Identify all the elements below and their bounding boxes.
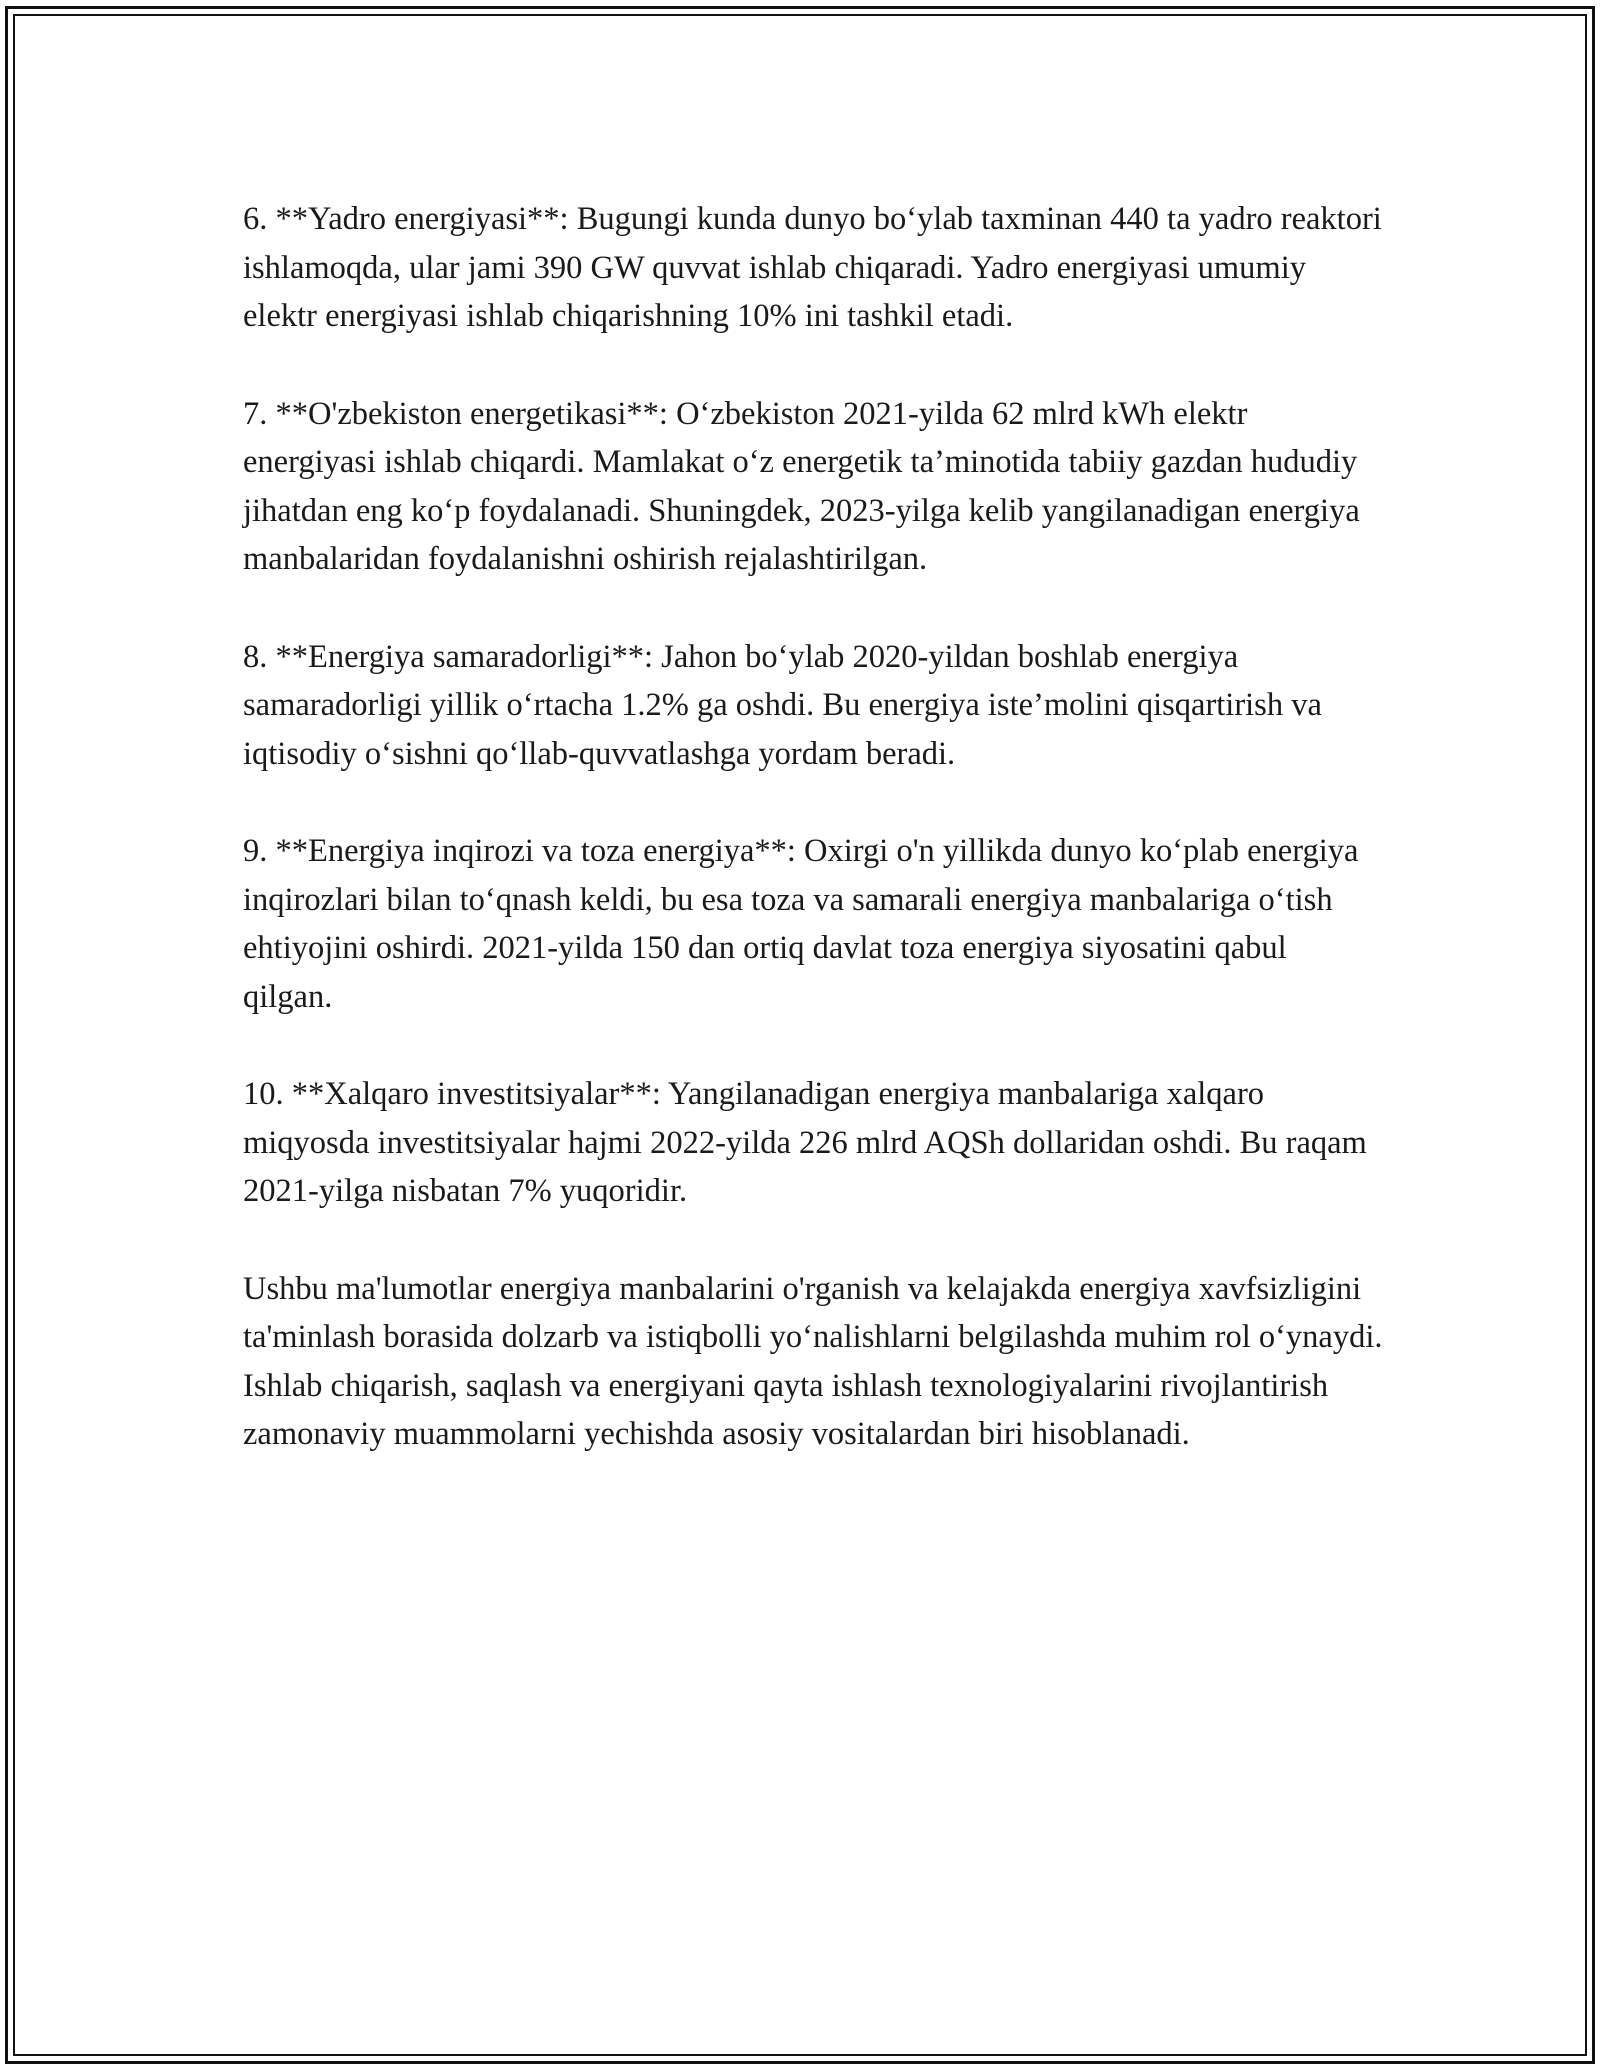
- document-body: [243, 195, 1383, 1459]
- paragraph-international-investment: 10. **Xalqaro investitsiyalar**: Yangilanadigan energiya manbalariga xalqaro miqyosda investitsiyalar hajmi 2022-yilda 226 mlrd AQSh dollaridan oshdi. Bu raqam 2021-yilga nisbatan 7% yuqoridir.: [243, 1076, 1367, 1209]
- paragraph-nuclear-energy: 6. **Yadro energiyasi**: Bugungi kunda dunyo bo‘ylab taxminan 440 ta yadro reaktori ishlamoqda, ular jami 390 GW quvvat ishlab chiqaradi. Yadro energiyasi umumiy elektr energiyasi ishlab chiqarishning 10% ini tashkil etadi.: [243, 201, 1382, 334]
- paragraph-uzbekistan-energy: 7. **O'zbekiston energetikasi**: O‘zbekiston 2021-yilda 62 mlrd kWh elektr energiyasi ishlab chiqardi. Mamlakat o‘z energetik ta’minotida tabiiy gazdan hududiy jihatdan eng ko‘p foydalanadi. Shuningdek, 2023-yilga kelib yangilanadigan energiya manbalaridan foydalanishni oshirish rejalashtirilgan.: [243, 395, 1360, 577]
- paragraph-conclusion: Ushbu ma'lumotlar energiya manbalarini o'rganish va kelajakda energiya xavfsizligini ta'minlash borasida dolzarb va istiqbolli yo‘nalishlarni belgilashda muhim rol o‘ynaydi. Ishlab chiqarish, saqlash va energiyani qayta ishlash texnologiyalarini rivojlantirish zamonaviy muammolarni yechishda asosiy vositalardan biri hisoblanadi.: [243, 1270, 1383, 1452]
- page-frame: [5, 6, 1595, 2064]
- paragraph-energy-crisis: 9. **Energiya inqirozi va toza energiya**: Oxirgi o'n yillikda dunyo ko‘plab energiya inqirozlari bilan to‘qnash keldi, bu esa toza va samarali energiya manbalariga o‘tish ehtiyojini oshirdi. 2021-yilda 150 dan ortiq davlat toza energiya siyosatini qabul qilgan.: [243, 833, 1359, 1015]
- paragraph-energy-efficiency: 8. **Energiya samaradorligi**: Jahon bo‘ylab 2020-yildan boshlab energiya samaradorligi yillik o‘rtacha 1.2% ga oshdi. Bu energiya iste’molini qisqartirish va iqtisodiy o‘sishni qo‘llab-quvvatlashga yordam beradi.: [243, 638, 1322, 772]
